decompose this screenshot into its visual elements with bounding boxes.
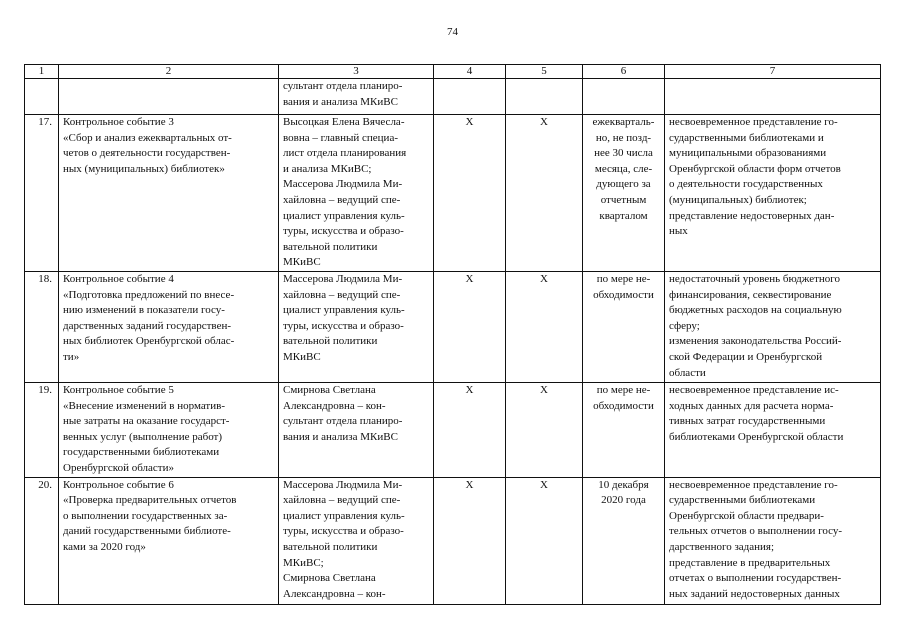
table-cell-empty: [506, 79, 583, 115]
column-number: 6: [583, 65, 665, 79]
deadline-cell: ежекварталь- но, не позд- нее 30 числа месяца, сле- дующего за отчетным кварталом: [583, 115, 665, 272]
row-number: 19.: [25, 383, 59, 478]
continuation-row: [25, 79, 881, 115]
mark-cell: Х: [434, 115, 506, 272]
risks-cell: несвоевременное представление го- сударственными библиотеками Оренбургской области предвари- тельных отчетов о выполнении госу- дарственного задания; представление в предварительных отчетах о выполнении государствен- ных заданий недостоверных данных: [665, 477, 881, 604]
table-cell-empty: [434, 79, 506, 115]
responsible-cell: Массерова Людмила Ми- хайловна – ведущий спе- циалист управления куль- туры, искусства и образо- вательной политики МКиВС: [279, 272, 434, 383]
column-number: 2: [59, 65, 279, 79]
table-cell-empty: [665, 79, 881, 115]
table-row: [25, 477, 881, 604]
deadline-cell: по мере не- обходимости: [583, 383, 665, 478]
mark-cell: Х: [506, 272, 583, 383]
risks-cell: несвоевременное представление ис- ходных данных для расчета норма- тивных затрат государственными библиотеками Оренбургской области: [665, 383, 881, 478]
event-cell: Контрольное событие 3 «Сбор и анализ ежеквартальных от- четов о деятельности государствен- ных (муниципальных) библиотек»: [59, 115, 279, 272]
responsible-cell: Высоцкая Елена Вячесла- вовна – главный специа- лист отдела планирования и анализа МКиВС; Массерова Людмила Ми- хайловна – ведущий спе- циалист управления куль- туры, искусства и образо- вательной политики МКиВС: [279, 115, 434, 272]
column-number: 5: [506, 65, 583, 79]
mark-cell: Х: [434, 477, 506, 604]
responsible-cell: сультант отдела планиро- вания и анализа МКиВС: [279, 79, 434, 115]
page-number: 74: [447, 26, 458, 38]
column-number: 4: [434, 65, 506, 79]
deadline-cell: по мере не- обходимости: [583, 272, 665, 383]
risks-cell: несвоевременное представление го- сударственными библиотеками и муниципальными образованиями Оренбургской области форм отчетов о деятельности государственных (муниципальных) библиотек; представление недостоверных дан- ных: [665, 115, 881, 272]
event-cell: Контрольное событие 6 «Проверка предварительных отчетов о выполнении государственных за- даний государственными библиоте- ками за 2020 год»: [59, 477, 279, 604]
table-cell-empty: [59, 79, 279, 115]
risks-cell: недостаточный уровень бюджетного финансирования, секвестирование бюджетных расходов на социальную сферу; изменения законодательства Россий- ской Федерации и Оренбургской области: [665, 272, 881, 383]
row-number: 20.: [25, 477, 59, 604]
column-number-header-row: [25, 65, 881, 79]
table-row: [25, 383, 881, 478]
column-number: 3: [279, 65, 434, 79]
mark-cell: Х: [434, 383, 506, 478]
mark-cell: Х: [434, 272, 506, 383]
event-cell: Контрольное событие 5 «Внесение изменений в норматив- ные затраты на оказание государст- венных услуг (выполнение работ) государственными библиотеками Оренбургской области»: [59, 383, 279, 478]
deadline-cell: 10 декабря 2020 года: [583, 477, 665, 604]
table-cell-empty: [25, 79, 59, 115]
row-number: 18.: [25, 272, 59, 383]
mark-cell: Х: [506, 383, 583, 478]
mark-cell: Х: [506, 477, 583, 604]
event-cell: Контрольное событие 4 «Подготовка предложений по внесе- нию изменений в показатели госу- дарственных заданий государствен- ных библиотек Оренбургской облас- ти»: [59, 272, 279, 383]
table-cell-empty: [583, 79, 665, 115]
responsible-cell: Массерова Людмила Ми- хайловна – ведущий спе- циалист управления куль- туры, искусства и образо- вательной политики МКиВС; Смирнова Светлана Александровна – кон-: [279, 477, 434, 604]
column-number: 1: [25, 65, 59, 79]
row-number: 17.: [25, 115, 59, 272]
responsible-cell: Смирнова Светлана Александровна – кон- сультант отдела планиро- вания и анализа МКиВС: [279, 383, 434, 478]
table-row: [25, 115, 881, 272]
column-number: 7: [665, 65, 881, 79]
table-row: [25, 272, 881, 383]
control-events-table: [24, 64, 881, 605]
mark-cell: Х: [506, 115, 583, 272]
